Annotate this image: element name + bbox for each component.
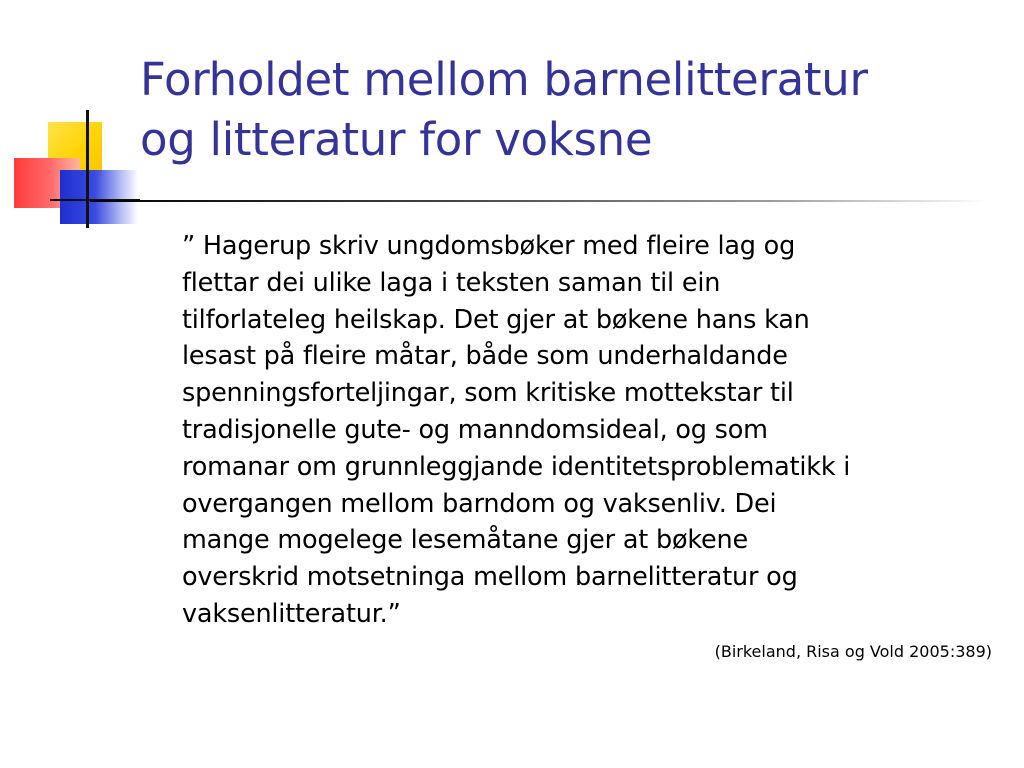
quote-text bbox=[182, 228, 1002, 633]
quote-line: flettar dei ulike laga i teksten saman til ein bbox=[182, 267, 721, 298]
slide-title bbox=[140, 50, 1010, 170]
quote-line: tilforlateleg heilskap. Det gjer at bøkene hans kan bbox=[182, 304, 810, 335]
quote-line: overgangen mellom barndom og vaksenliv. Dei bbox=[182, 488, 777, 519]
title-line-2: og litteratur for voksne bbox=[140, 113, 653, 166]
quote-line: spenningsforteljingar, som kritiske mottekstar til bbox=[182, 378, 794, 409]
quote-line: overskrid motsetninga mellom barnelitteratur og bbox=[182, 562, 798, 593]
quote-line: mange mogelege lesemåtane gjer at bøkene bbox=[182, 525, 748, 556]
color-squares-logo-icon bbox=[0, 100, 150, 240]
logo-vertical-line bbox=[86, 110, 89, 228]
quote-line: tradisjonelle gute- og manndomsideal, og som bbox=[182, 414, 768, 445]
quote-line: romanar om grunnleggjande identitetsproblematikk i bbox=[182, 451, 851, 482]
blue-square bbox=[60, 170, 138, 224]
citation-source: (Birkeland, Risa og Vold 2005:389) bbox=[714, 642, 992, 661]
quote-line: ” Hagerup skriv ungdomsbøker med fleire lag og bbox=[182, 231, 796, 261]
quote-line: lesast på fleire måtar, både som underhaldande bbox=[182, 341, 788, 372]
title-line-1: Forholdet mellom barnelitteratur bbox=[140, 53, 868, 106]
title-divider-line bbox=[90, 200, 990, 202]
quote-line: vaksenlitteratur.” bbox=[182, 598, 401, 629]
